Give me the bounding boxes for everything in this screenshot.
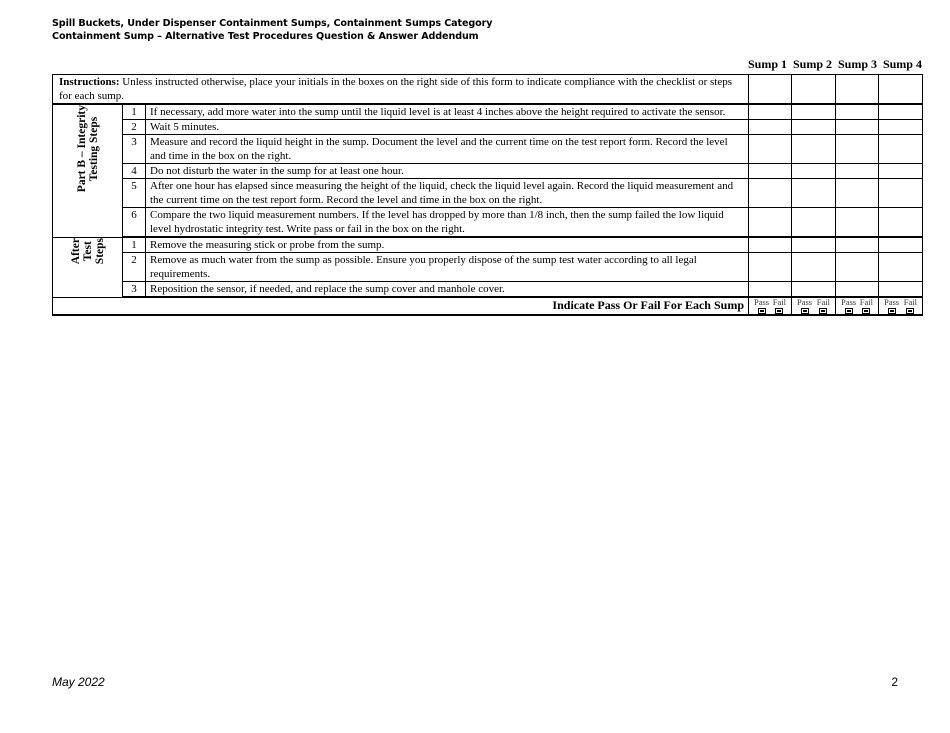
initial-box[interactable] bbox=[879, 164, 923, 179]
initial-box[interactable] bbox=[836, 179, 879, 208]
initial-box[interactable] bbox=[879, 120, 923, 135]
initial-box-sump-3[interactable] bbox=[836, 75, 879, 105]
pass-checkbox[interactable] bbox=[758, 308, 766, 314]
section-title-line: Part B – Integrity bbox=[75, 105, 88, 193]
initial-box[interactable] bbox=[836, 237, 879, 253]
initial-box[interactable] bbox=[792, 164, 836, 179]
initial-box-sump-2[interactable] bbox=[792, 75, 836, 105]
initial-box[interactable] bbox=[792, 282, 836, 298]
initial-box[interactable] bbox=[749, 282, 792, 298]
table-row bbox=[53, 164, 923, 179]
initial-box[interactable] bbox=[749, 208, 792, 238]
initial-box[interactable] bbox=[749, 164, 792, 179]
pass-label: Pass bbox=[754, 297, 770, 307]
page-number: 2 bbox=[891, 675, 898, 689]
step-text: If necessary, add more water into the sump until the liquid level is at least 4 inches above the height required to activate the sensor. bbox=[146, 104, 749, 120]
initial-box[interactable] bbox=[879, 253, 923, 282]
instructions-cell bbox=[53, 75, 749, 105]
step-text: Remove as much water from the sump as possible. Ensure you properly dispose of the sump test water according to all legal requirements. bbox=[146, 253, 749, 282]
step-text: Reposition the sensor, if needed, and replace the sump cover and manhole cover. bbox=[146, 282, 749, 298]
initial-box[interactable] bbox=[792, 135, 836, 164]
initial-box[interactable] bbox=[792, 179, 836, 208]
step-text: Wait 5 minutes. bbox=[146, 120, 749, 135]
step-number: 4 bbox=[123, 164, 146, 179]
section-label-part-b bbox=[53, 104, 123, 237]
fail-checkbox[interactable] bbox=[862, 308, 870, 314]
initial-box[interactable] bbox=[879, 104, 923, 120]
step-number: 2 bbox=[123, 120, 146, 135]
step-text: After one hour has elapsed since measuring the height of the liquid, check the liquid level again. Record the liquid measurement and the current time on the test report form. Record the level and time in the box on the right. bbox=[146, 179, 749, 208]
step-number: 1 bbox=[123, 104, 146, 120]
fail-label: Fail bbox=[816, 297, 830, 307]
initial-box[interactable] bbox=[879, 282, 923, 298]
footer-date: May 2022 bbox=[52, 675, 105, 689]
table-row bbox=[53, 104, 923, 120]
table-row bbox=[53, 179, 923, 208]
fail-checkbox[interactable] bbox=[819, 308, 827, 314]
step-text: Do not disturb the water in the sump for at least one hour. bbox=[146, 164, 749, 179]
initial-box[interactable] bbox=[792, 104, 836, 120]
fail-label: Fail bbox=[772, 297, 786, 307]
table-row bbox=[53, 120, 923, 135]
step-number: 6 bbox=[123, 208, 146, 238]
pass-fail-sump-4 bbox=[879, 297, 923, 315]
step-number: 2 bbox=[123, 253, 146, 282]
table-row bbox=[53, 253, 923, 282]
initial-box[interactable] bbox=[749, 104, 792, 120]
checklist-table bbox=[52, 74, 923, 316]
section-title-line: Steps bbox=[93, 237, 106, 264]
header-line-1: Spill Buckets, Under Dispenser Containment Sumps, Containment Sumps Category bbox=[52, 18, 493, 29]
pass-label: Pass bbox=[884, 297, 900, 307]
sump-2-header: Sump 2 bbox=[792, 57, 833, 71]
step-number: 3 bbox=[123, 282, 146, 298]
initial-box[interactable] bbox=[749, 179, 792, 208]
table-row bbox=[53, 135, 923, 164]
initial-box[interactable] bbox=[749, 120, 792, 135]
initial-box[interactable] bbox=[792, 253, 836, 282]
step-number: 1 bbox=[123, 237, 146, 253]
initial-box[interactable] bbox=[792, 208, 836, 238]
initial-box[interactable] bbox=[836, 120, 879, 135]
step-text: Remove the measuring stick or probe from the sump. bbox=[146, 237, 749, 253]
table-row bbox=[53, 282, 923, 298]
pass-checkbox[interactable] bbox=[888, 308, 896, 314]
fail-label: Fail bbox=[859, 297, 873, 307]
initial-box[interactable] bbox=[836, 164, 879, 179]
pass-fail-sump-2 bbox=[792, 297, 836, 315]
table-row bbox=[53, 208, 923, 238]
initial-box[interactable] bbox=[749, 135, 792, 164]
initial-box[interactable] bbox=[879, 237, 923, 253]
document-header bbox=[52, 17, 492, 43]
initial-box-sump-4[interactable] bbox=[879, 75, 923, 105]
initial-box[interactable] bbox=[792, 120, 836, 135]
pass-fail-sump-3 bbox=[836, 297, 879, 315]
fail-label: Fail bbox=[903, 297, 917, 307]
header-line-2: Containment Sump – Alternative Test Procedures Question & Answer Addendum bbox=[52, 31, 479, 42]
initial-box[interactable] bbox=[749, 253, 792, 282]
initial-box[interactable] bbox=[836, 253, 879, 282]
result-row bbox=[53, 297, 923, 315]
initial-box[interactable] bbox=[836, 135, 879, 164]
section-label-after-test bbox=[53, 237, 123, 297]
table-row bbox=[53, 237, 923, 253]
initial-box[interactable] bbox=[792, 237, 836, 253]
fail-checkbox[interactable] bbox=[775, 308, 783, 314]
step-number: 3 bbox=[123, 135, 146, 164]
sump-4-header: Sump 4 bbox=[882, 57, 922, 71]
section-title-line: Test bbox=[81, 240, 94, 261]
instructions-label: Instructions: bbox=[59, 76, 120, 88]
step-text: Compare the two liquid measurement numbers. If the level has dropped by more than 1/8 inch, then the sump failed the low liquid level hydrostatic integrity test. Write pass or fail in the box on the right. bbox=[146, 208, 749, 238]
sump-1-header: Sump 1 bbox=[748, 57, 788, 71]
sump-column-headers bbox=[748, 57, 922, 72]
pass-label: Pass bbox=[841, 297, 857, 307]
result-label: Indicate Pass Or Fail For Each Sump bbox=[53, 297, 749, 315]
sump-3-header: Sump 3 bbox=[837, 57, 877, 71]
initial-box[interactable] bbox=[879, 179, 923, 208]
pass-label: Pass bbox=[797, 297, 813, 307]
step-text: Measure and record the liquid height in the sump. Document the level and the current time on the test report form. Record the level and time in the box on the right. bbox=[146, 135, 749, 164]
pass-fail-sump-1 bbox=[749, 297, 792, 315]
instructions-text: Unless instructed otherwise, place your initials in the boxes on the right side of this form to indicate compliance with the checklist or steps for each sump. bbox=[59, 76, 733, 102]
initial-box[interactable] bbox=[879, 208, 923, 238]
section-title-line: After bbox=[69, 237, 82, 264]
section-title-line: Testing Steps bbox=[87, 116, 100, 181]
fail-checkbox[interactable] bbox=[906, 308, 914, 314]
initial-box[interactable] bbox=[836, 104, 879, 120]
initial-box-sump-1[interactable] bbox=[749, 75, 792, 105]
initial-box[interactable] bbox=[836, 208, 879, 238]
step-number: 5 bbox=[123, 179, 146, 208]
pass-checkbox[interactable] bbox=[845, 308, 853, 314]
instructions-row bbox=[53, 75, 923, 105]
pass-checkbox[interactable] bbox=[801, 308, 809, 314]
initial-box[interactable] bbox=[879, 135, 923, 164]
initial-box[interactable] bbox=[836, 282, 879, 298]
initial-box[interactable] bbox=[749, 237, 792, 253]
